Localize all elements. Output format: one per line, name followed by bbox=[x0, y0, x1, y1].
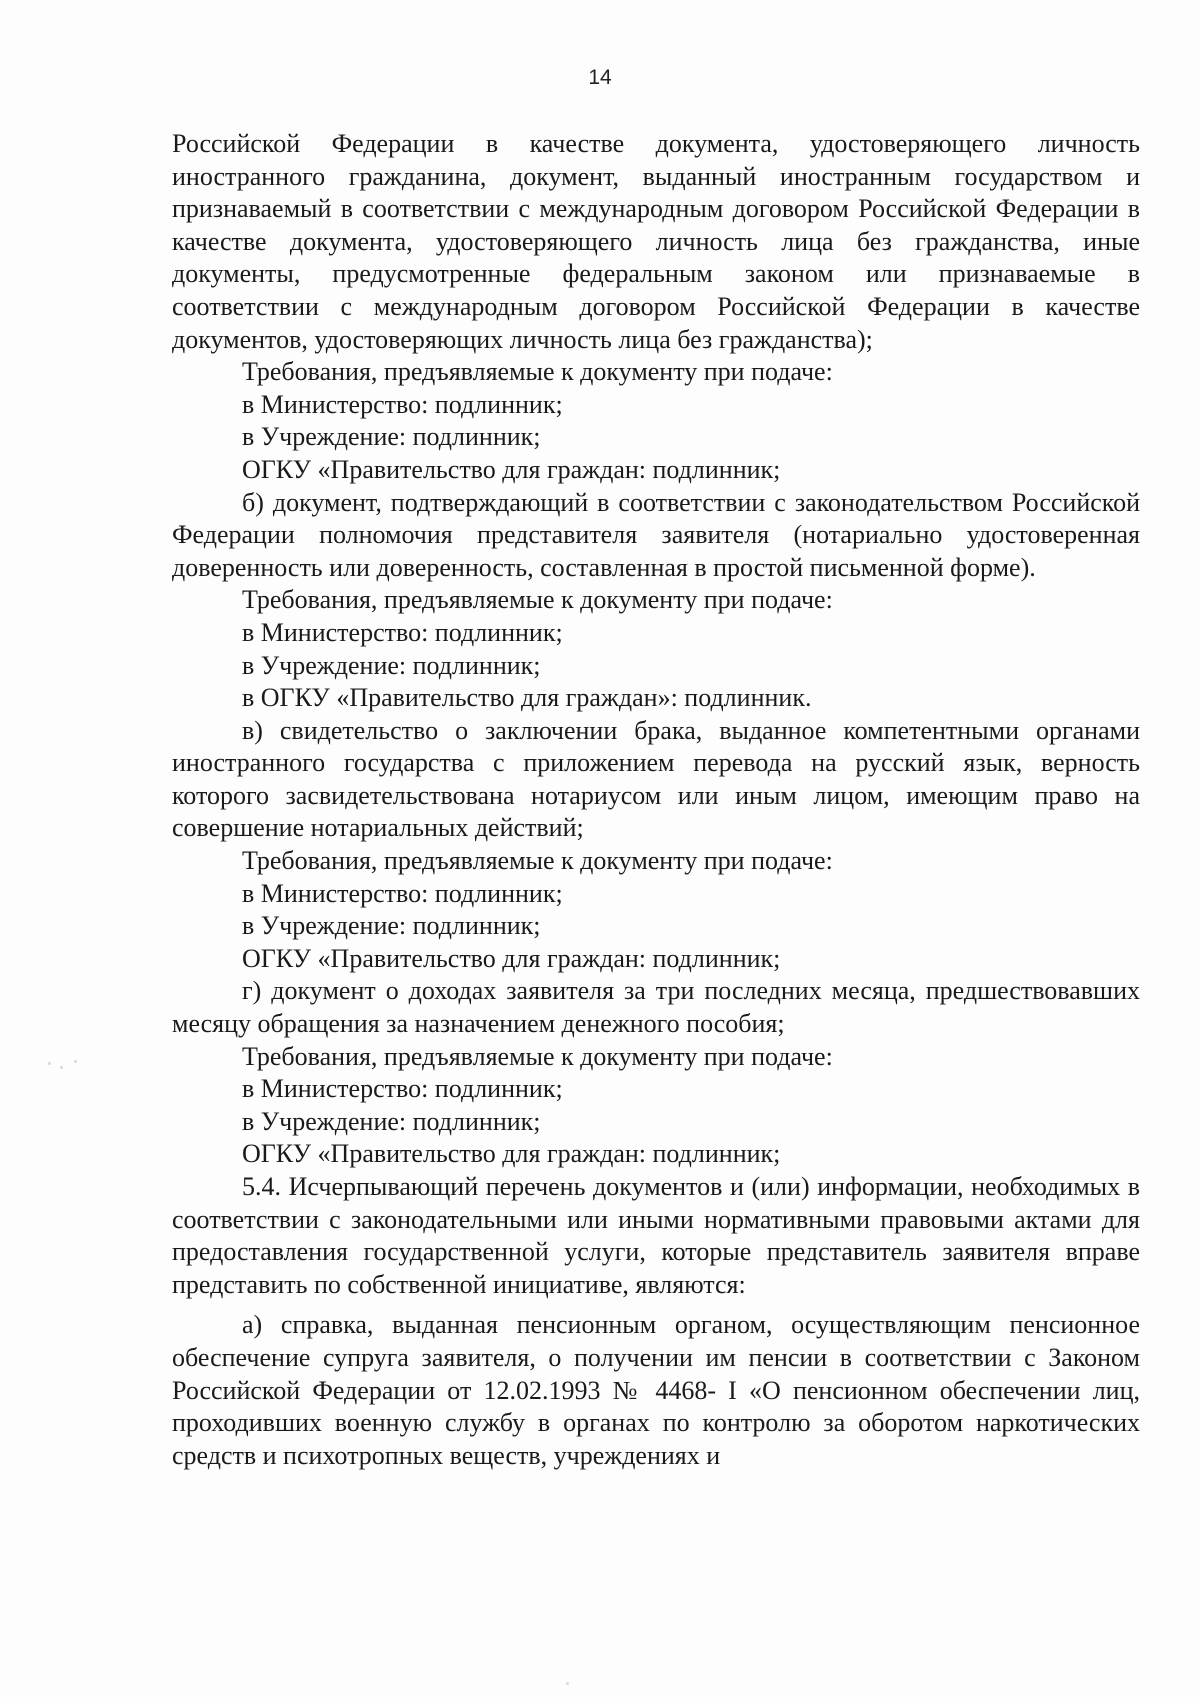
paragraph-item-b: б) документ, подтверждающий в соответствии с законодательством Российской Федерации полномочия представителя заявителя (нотариально удостоверенная доверенность или доверенность, составленная в простой письменной форме). bbox=[172, 487, 1140, 582]
paragraph-continuation: Российской Федерации в качестве документа, удостоверяющего личность иностранного гражданина, документ, выданный иностранным государством и признаваемый в соответствии с международным договором Российской Федерации в качестве документа, удостоверяющего личность лица без гражданства, иные документы, предусмотренные федеральным законом или признаваемые в соответствии с международным договором Российской Федерации в качестве документов, удостоверяющих личность лица без гражданства); bbox=[172, 129, 1140, 354]
requirement-ogku: ОГКУ «Правительство для граждан: подлинник; bbox=[242, 454, 781, 484]
requirements-heading: Требования, предъявляемые к документу при подаче: bbox=[242, 846, 833, 876]
requirements-heading: Требования, предъявляемые к документу при подаче: bbox=[242, 357, 833, 387]
scan-artifact bbox=[60, 1066, 63, 1069]
requirement-ministry: в Министерство: подлинник; bbox=[242, 1074, 563, 1104]
paragraph-item-g: г) документ о доходах заявителя за три последних месяца, предшествовавших месяцу обращения за назначением денежного пособия; bbox=[172, 976, 1140, 1039]
requirement-ministry: в Министерство: подлинник; bbox=[242, 878, 563, 908]
requirement-institution: в Учреждение: подлинник; bbox=[242, 650, 541, 680]
requirement-institution: в Учреждение: подлинник; bbox=[242, 422, 541, 452]
paragraph-item-v: в) свидетельство о заключении брака, выданное компетентными органами иностранного государства с приложением перевода на русский язык, верность которого засвидетельствована нотариусом или иным лицом, имеющим право на совершение нотариальных действий; bbox=[172, 715, 1140, 843]
scan-artifact bbox=[74, 1060, 77, 1063]
requirement-ogku: ОГКУ «Правительство для граждан: подлинник; bbox=[242, 1139, 781, 1169]
requirements-heading: Требования, предъявляемые к документу при подаче: bbox=[242, 585, 833, 615]
scan-artifact bbox=[48, 1062, 51, 1065]
page-number: 14 bbox=[588, 66, 612, 89]
paragraph-item-a: а) справка, выданная пенсионным органом, осуществляющим пенсионное обеспечение супруга заявителя, о получении им пенсии в соответствии с Законом Российской Федерации от 12.02.1993 № 4468- I «О пенсионном обеспечении лиц, проходивших военную службу в органах по контролю за оборотом наркотических средств и психотропных веществ, учреждениях и bbox=[172, 1310, 1140, 1470]
requirement-ministry: в Министерство: подлинник; bbox=[242, 617, 563, 647]
requirement-institution: в Учреждение: подлинник; bbox=[242, 911, 541, 941]
requirements-heading: Требования, предъявляемые к документу при подаче: bbox=[242, 1041, 833, 1071]
requirement-ministry: в Министерство: подлинник; bbox=[242, 389, 563, 419]
scan-artifact bbox=[566, 1682, 569, 1685]
paragraph-section-5-4: 5.4. Исчерпывающий перечень документов и (или) информации, необходимых в соответствии с законодательными или иными нормативными правовыми актами для предоставления государственной услуги, которые представитель заявителя вправе представить по собственной инициативе, являются: bbox=[172, 1172, 1140, 1299]
requirement-ogku: ОГКУ «Правительство для граждан: подлинник; bbox=[242, 943, 781, 973]
requirement-institution: в Учреждение: подлинник; bbox=[242, 1106, 541, 1136]
requirement-ogku: в ОГКУ «Правительство для граждан»: подлинник. bbox=[242, 683, 812, 713]
document-body bbox=[172, 128, 1140, 1472]
